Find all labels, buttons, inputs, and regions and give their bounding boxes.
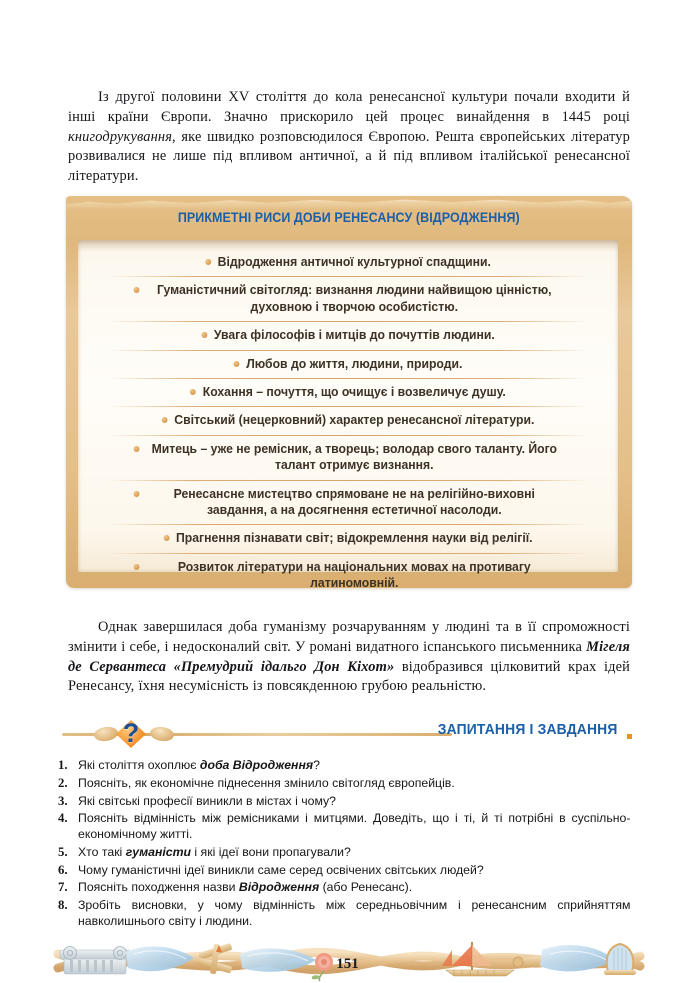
intro-paragraph: Із другої половини XV століття до кола ренесансної культури почали входити й інші країни Європи. Значно прискорило цей процес винайдення в 1445 році книгодрукування, яке швидко розповсюдилося Європою. Решта європейських літератур розвивалися не лише під впливом античної, а й під впливом італійської ренесансної літератури.: [68, 89, 630, 184]
feature-list-item: [98, 350, 599, 378]
feature-list-item: [98, 276, 599, 321]
question-number: 3.: [58, 793, 68, 808]
bullet-dot-icon: [133, 491, 139, 497]
question-text: Поясніть відмінність між ремісниками і митцями. Доведіть, що і ті, й ті потрібні в суспільно-економічному житті.: [78, 811, 631, 841]
question-number: 7.: [58, 880, 68, 895]
feature-list: [90, 248, 606, 591]
feature-list-item-text: Кохання – почуття, що очищує і возвеличує душу.: [202, 385, 506, 400]
feature-list-item-text: Світський (нецерковний) характер ренесансної літератури.: [174, 413, 535, 428]
heading-end-square-icon: [627, 734, 632, 739]
feature-list-item: [98, 435, 599, 480]
feature-list-item-text: Прагнення пізнавати світ; відокремлення науки від релігії.: [176, 531, 533, 546]
question-item: [58, 863, 636, 879]
bullet-dot-icon: [133, 287, 139, 293]
bullet-dot-icon: [190, 389, 196, 395]
page-number: 151: [336, 956, 359, 972]
question-item: [58, 898, 636, 929]
questions-list: [58, 758, 636, 931]
feature-list-item: [98, 248, 599, 276]
question-text: Які століття охоплює доба Відродження?: [78, 758, 320, 772]
feature-list-item: [98, 406, 599, 434]
feature-list-item-text: Любов до життя, людини, природи.: [246, 356, 463, 371]
bullet-dot-icon: [162, 417, 168, 423]
questions-heading-rule: [58, 716, 636, 750]
leaf-ornament-right-icon: [149, 725, 175, 742]
question-item: [58, 845, 636, 861]
leaf-ornament-left-icon: [93, 725, 119, 742]
question-number: 1.: [58, 758, 68, 772]
bullet-dot-icon: [201, 332, 207, 338]
question-mark-icon: ?: [122, 717, 140, 748]
question-item: [58, 811, 636, 842]
question-item: [58, 794, 636, 810]
feature-list-item-text: Гуманістичний світогляд: визнання людини найвищою цінністю, духовною і творчою особистістю.: [157, 283, 552, 314]
bullet-dot-icon: [205, 259, 211, 265]
feature-list-item-text: Відродження античної культурної спадщини.: [217, 255, 491, 269]
question-text: Зробіть висновки, у чому відмінність між середньовічним і ренесансним сприйняттям навколишнього світу і людини.: [78, 898, 631, 928]
feature-box: [66, 196, 632, 591]
feature-list-item: [98, 553, 599, 598]
feature-list-item: [98, 480, 599, 525]
feature-list-item: [98, 378, 599, 406]
conclusion-paragraph: Однак завершилася доба гуманізму розчаруванням у людині та в її спроможності змінити і себе, і недосконалий світ. У романі видатного іспанського письменника Мігеля де Сервантеса «Премудрий ідальго Дон Кіхот» відобразився цілковитий крах ідей Ренесансу, їхня несумісність із повсякденною грубою реальністю.: [68, 619, 631, 695]
bullet-dot-icon: [163, 535, 169, 541]
question-number: 5.: [58, 844, 68, 859]
question-item: [58, 776, 636, 792]
question-number: 6.: [58, 862, 68, 877]
bullet-dot-icon: [234, 361, 240, 367]
question-text: Які світські професії виникли в містах і чому?: [78, 793, 336, 808]
question-text: Хто такі гуманісти і які ідеї вони пропагували?: [78, 844, 351, 859]
question-number: 8.: [58, 898, 68, 913]
feature-list-item-text: Розвиток літератури на національних мовах на противагу латиномовній.: [177, 559, 531, 591]
question-number: 4.: [58, 811, 68, 826]
question-number: 2.: [58, 775, 68, 790]
bullet-dot-icon: [133, 564, 139, 570]
question-item: [58, 880, 636, 896]
feature-list-item-text: Митець – уже не ремісник, а творець; володар свого таланту. Його талант отримує визнання.: [151, 441, 558, 473]
question-text: Поясніть походження назви Відродження (або Ренесанс).: [78, 880, 413, 895]
question-text: Поясніть, як економічне піднесення змінило світогляд європейців.: [78, 775, 455, 790]
bullet-dot-icon: [133, 446, 139, 452]
feature-box-title: ПРИКМЕТНІ РИСИ ДОБИ РЕНЕСАНСУ (ВІДРОДЖЕННЯ): [178, 209, 520, 225]
feature-list-item-text: Увага філософів і митців до почуттів людини.: [213, 328, 495, 343]
feature-list-item-text: Ренесансне мистецтво спрямоване не на релігійно-виховні завдання, а на досягнення естетичної насолоди.: [173, 486, 535, 518]
feature-box-title-band: [66, 202, 632, 232]
question-text: Чому гуманістичні ідеї виникли саме серед освічених світських людей?: [78, 862, 484, 877]
feature-list-item: [98, 524, 599, 552]
feature-list-item: [98, 321, 599, 349]
questions-section-heading: ЗАПИТАННЯ І ЗАВДАННЯ: [437, 722, 618, 738]
question-item: [58, 758, 636, 774]
